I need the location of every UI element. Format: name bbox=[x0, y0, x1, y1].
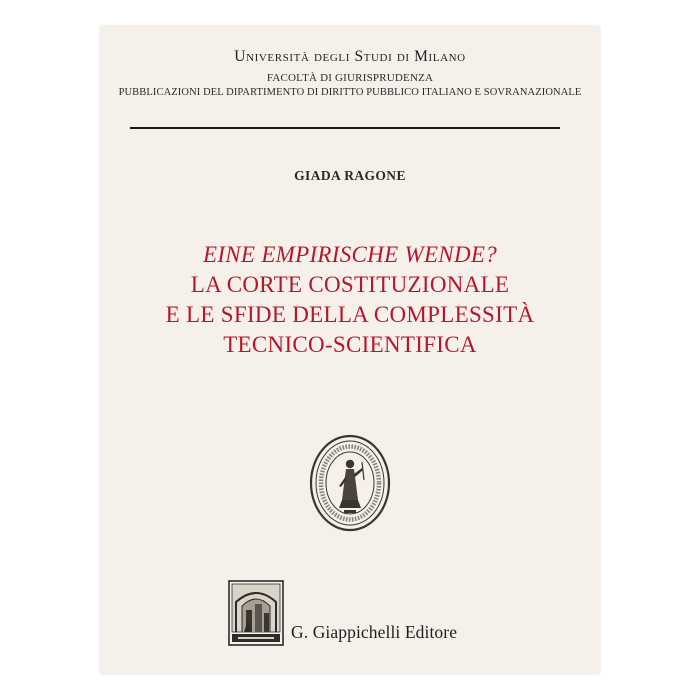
publisher-name: G. Giappichelli Editore bbox=[291, 622, 458, 642]
title-line-4: TECNICO-SCIENTIFICA bbox=[223, 332, 477, 357]
title-line-1: EINE EMPIRISCHE WENDE? bbox=[202, 242, 498, 267]
book-title bbox=[100, 240, 600, 360]
series-name: PUBBLICAZIONI DEL DIPARTIMENTO DI DIRITTO PUBBLICO ITALIANO E SOVRANAZIONALE bbox=[118, 87, 582, 98]
faculty-name: FACOLTÀ DI GIURISPRUDENZA bbox=[266, 72, 434, 84]
book-cover bbox=[100, 26, 600, 674]
publisher-logo-icon bbox=[228, 580, 284, 646]
title-line-2: LA CORTE COSTITUZIONALE bbox=[190, 272, 510, 297]
university-seal-icon bbox=[309, 434, 391, 532]
author-name: GIADA RAGONE bbox=[294, 168, 406, 183]
title-line-3: E LE SFIDE DELLA COMPLESSITÀ bbox=[165, 302, 535, 327]
university-name: Università degli Studi di Milano bbox=[234, 48, 466, 65]
divider bbox=[130, 127, 560, 129]
